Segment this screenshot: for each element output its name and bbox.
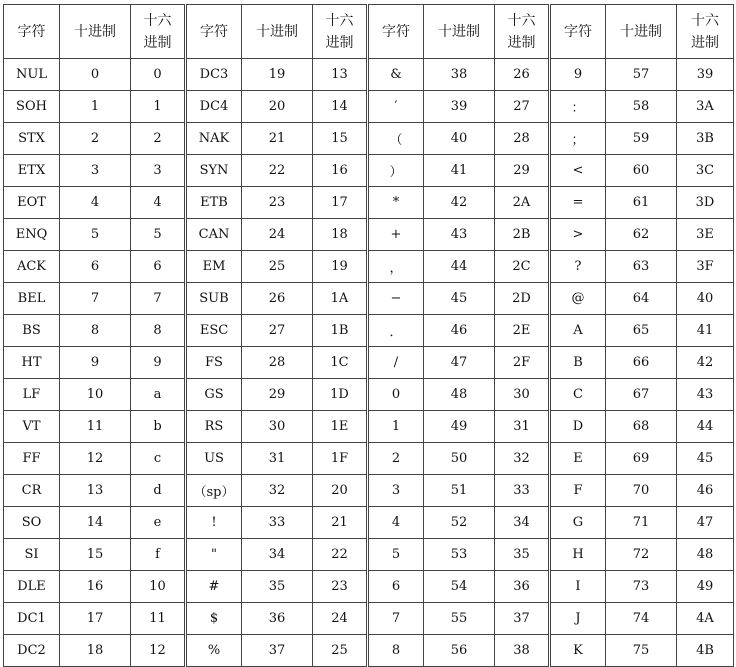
cell-char: DC4: [186, 91, 242, 123]
cell-hex: 31: [495, 411, 550, 443]
cell-char: CR: [4, 475, 60, 507]
cell-char: A: [550, 315, 606, 347]
cell-dec: 63: [606, 251, 677, 283]
cell-hex: 7: [131, 283, 186, 315]
cell-hex: 29: [495, 155, 550, 187]
cell-hex: a: [131, 379, 186, 411]
cell-dec: 16: [60, 571, 131, 603]
cell-hex: e: [131, 507, 186, 539]
cell-char: /: [368, 347, 424, 379]
cell-dec: 26: [242, 283, 313, 315]
cell-hex: b: [131, 411, 186, 443]
header-hex-line2: 进制: [691, 34, 719, 51]
cell-hex: 3: [131, 155, 186, 187]
cell-hex: 19: [313, 251, 368, 283]
cell-char: SI: [4, 539, 60, 571]
cell-char: FF: [4, 443, 60, 475]
cell-char: EOT: [4, 187, 60, 219]
cell-hex: 2E: [495, 315, 550, 347]
header-hex-3: [677, 5, 734, 59]
table-row: [4, 539, 734, 571]
cell-char: （sp）: [186, 475, 242, 507]
table-row: [4, 187, 734, 219]
cell-char: ESC: [186, 315, 242, 347]
cell-char: 4: [368, 507, 424, 539]
cell-char: HT: [4, 347, 60, 379]
cell-dec: 47: [424, 347, 495, 379]
cell-dec: 8: [60, 315, 131, 347]
cell-char: @: [550, 283, 606, 315]
cell-char: H: [550, 539, 606, 571]
cell-hex: 25: [313, 635, 368, 667]
cell-dec: 12: [60, 443, 131, 475]
cell-hex: 26: [495, 59, 550, 91]
cell-char: DC1: [4, 603, 60, 635]
table-row: [4, 475, 734, 507]
cell-hex: 14: [313, 91, 368, 123]
cell-hex: 4: [131, 187, 186, 219]
cell-hex: 1F: [313, 443, 368, 475]
header-hex-line2: 进制: [507, 34, 536, 51]
cell-char: US: [186, 443, 242, 475]
cell-dec: 36: [242, 603, 313, 635]
cell-dec: 69: [606, 443, 677, 475]
cell-char: >: [550, 219, 606, 251]
cell-dec: 31: [242, 443, 313, 475]
cell-char: STX: [4, 123, 60, 155]
cell-hex: 4B: [677, 635, 734, 667]
header-dec-3: 十进制: [606, 5, 677, 59]
cell-dec: 27: [242, 315, 313, 347]
cell-dec: 51: [424, 475, 495, 507]
table-row: [4, 571, 734, 603]
cell-hex: 1: [131, 91, 186, 123]
header-dec-0: 十进制: [60, 5, 131, 59]
cell-dec: 1: [60, 91, 131, 123]
cell-dec: 46: [424, 315, 495, 347]
cell-char: DC2: [4, 635, 60, 667]
cell-dec: 49: [424, 411, 495, 443]
cell-dec: 57: [606, 59, 677, 91]
cell-dec: 39: [424, 91, 495, 123]
cell-dec: 34: [242, 539, 313, 571]
cell-hex: 9: [131, 347, 186, 379]
cell-dec: 29: [242, 379, 313, 411]
cell-dec: 9: [60, 347, 131, 379]
cell-hex: 15: [313, 123, 368, 155]
cell-dec: 33: [242, 507, 313, 539]
header-hex-0: [131, 5, 186, 59]
header-char-3: 字符: [550, 5, 606, 59]
cell-dec: 68: [606, 411, 677, 443]
cell-dec: 15: [60, 539, 131, 571]
table-row: [4, 91, 734, 123]
cell-char: CAN: [186, 219, 242, 251]
cell-char: I: [550, 571, 606, 603]
cell-hex: 16: [313, 155, 368, 187]
cell-char: ．: [368, 315, 424, 347]
cell-dec: 75: [606, 635, 677, 667]
cell-char: E: [550, 443, 606, 475]
cell-dec: 24: [242, 219, 313, 251]
cell-char: 6: [368, 571, 424, 603]
table-row: [4, 347, 734, 379]
cell-dec: 45: [424, 283, 495, 315]
cell-dec: 72: [606, 539, 677, 571]
cell-dec: 5: [60, 219, 131, 251]
cell-dec: 37: [242, 635, 313, 667]
cell-char: SUB: [186, 283, 242, 315]
cell-hex: 23: [313, 571, 368, 603]
cell-dec: 23: [242, 187, 313, 219]
cell-hex: 5: [131, 219, 186, 251]
cell-char: <: [550, 155, 606, 187]
table-row: [4, 603, 734, 635]
cell-hex: 2F: [495, 347, 550, 379]
cell-char: NAK: [186, 123, 242, 155]
table-row: [4, 411, 734, 443]
cell-hex: 1A: [313, 283, 368, 315]
cell-dec: 25: [242, 251, 313, 283]
cell-char: C: [550, 379, 606, 411]
cell-char: 5: [368, 539, 424, 571]
cell-hex: d: [131, 475, 186, 507]
table-body: [4, 59, 734, 667]
cell-dec: 2: [60, 123, 131, 155]
cell-char: （: [368, 123, 424, 155]
cell-hex: 2A: [495, 187, 550, 219]
cell-dec: 40: [424, 123, 495, 155]
cell-char: 8: [368, 635, 424, 667]
cell-hex: 3B: [677, 123, 734, 155]
cell-dec: 22: [242, 155, 313, 187]
table-row: [4, 59, 734, 91]
cell-dec: 73: [606, 571, 677, 603]
cell-dec: 38: [424, 59, 495, 91]
cell-hex: 46: [677, 475, 734, 507]
cell-dec: 0: [60, 59, 131, 91]
header-hex-line2: 进制: [325, 34, 354, 51]
header-hex-line1: 十六: [143, 12, 172, 29]
cell-dec: 74: [606, 603, 677, 635]
cell-hex: 40: [677, 283, 734, 315]
cell-char: EM: [186, 251, 242, 283]
cell-char: ?: [550, 251, 606, 283]
cell-dec: 50: [424, 443, 495, 475]
cell-char: #: [186, 571, 242, 603]
cell-char: SOH: [4, 91, 60, 123]
cell-hex: 27: [495, 91, 550, 123]
cell-dec: 17: [60, 603, 131, 635]
header-row: [4, 5, 734, 59]
header-hex-line1: 十六: [691, 12, 719, 29]
cell-hex: 1E: [313, 411, 368, 443]
cell-char: ETB: [186, 187, 242, 219]
ascii-table: [3, 4, 734, 667]
cell-hex: 34: [495, 507, 550, 539]
cell-char: NUL: [4, 59, 60, 91]
cell-dec: 53: [424, 539, 495, 571]
cell-char: BS: [4, 315, 60, 347]
cell-dec: 71: [606, 507, 677, 539]
cell-hex: 1C: [313, 347, 368, 379]
cell-char: &: [368, 59, 424, 91]
cell-hex: 3D: [677, 187, 734, 219]
cell-dec: 3: [60, 155, 131, 187]
cell-hex: 47: [677, 507, 734, 539]
header-hex-line1: 十六: [507, 12, 536, 29]
cell-hex: 8: [131, 315, 186, 347]
cell-char: FS: [186, 347, 242, 379]
cell-hex: 39: [677, 59, 734, 91]
cell-hex: 2B: [495, 219, 550, 251]
cell-hex: 48: [677, 539, 734, 571]
cell-dec: 48: [424, 379, 495, 411]
cell-hex: c: [131, 443, 186, 475]
cell-char: $: [186, 603, 242, 635]
cell-char: +: [368, 219, 424, 251]
cell-hex: 44: [677, 411, 734, 443]
cell-dec: 41: [424, 155, 495, 187]
cell-hex: 17: [313, 187, 368, 219]
cell-dec: 30: [242, 411, 313, 443]
cell-char: ETX: [4, 155, 60, 187]
cell-hex: 42: [677, 347, 734, 379]
cell-hex: 32: [495, 443, 550, 475]
header-hex-line1: 十六: [325, 12, 354, 29]
cell-hex: 1D: [313, 379, 368, 411]
cell-char: =: [550, 187, 606, 219]
cell-char: J: [550, 603, 606, 635]
header-hex-1: [313, 5, 368, 59]
cell-dec: 14: [60, 507, 131, 539]
cell-hex: 38: [495, 635, 550, 667]
cell-dec: 64: [606, 283, 677, 315]
cell-hex: 33: [495, 475, 550, 507]
cell-dec: 56: [424, 635, 495, 667]
cell-dec: 58: [606, 91, 677, 123]
cell-hex: 36: [495, 571, 550, 603]
cell-char: 9: [550, 59, 606, 91]
cell-dec: 21: [242, 123, 313, 155]
cell-hex: 21: [313, 507, 368, 539]
table-row: [4, 379, 734, 411]
cell-dec: 4: [60, 187, 131, 219]
cell-char: GS: [186, 379, 242, 411]
cell-dec: 43: [424, 219, 495, 251]
cell-dec: 60: [606, 155, 677, 187]
cell-char: D: [550, 411, 606, 443]
cell-char: K: [550, 635, 606, 667]
cell-char: ；: [550, 123, 606, 155]
cell-char: 3: [368, 475, 424, 507]
cell-hex: 20: [313, 475, 368, 507]
cell-dec: 10: [60, 379, 131, 411]
cell-hex: 12: [131, 635, 186, 667]
table-row: [4, 155, 734, 187]
cell-char: LF: [4, 379, 60, 411]
cell-dec: 7: [60, 283, 131, 315]
cell-char: *: [368, 187, 424, 219]
cell-hex: 3A: [677, 91, 734, 123]
table-row: [4, 507, 734, 539]
cell-char: 2: [368, 443, 424, 475]
cell-char: −: [368, 283, 424, 315]
cell-dec: 35: [242, 571, 313, 603]
cell-hex: f: [131, 539, 186, 571]
cell-hex: 22: [313, 539, 368, 571]
cell-char: 0: [368, 379, 424, 411]
cell-char: G: [550, 507, 606, 539]
cell-hex: 1B: [313, 315, 368, 347]
header-dec-1: 十进制: [242, 5, 313, 59]
header-dec-2: 十进制: [424, 5, 495, 59]
cell-hex: 2C: [495, 251, 550, 283]
cell-dec: 52: [424, 507, 495, 539]
cell-hex: 45: [677, 443, 734, 475]
cell-dec: 19: [242, 59, 313, 91]
cell-dec: 62: [606, 219, 677, 251]
cell-dec: 32: [242, 475, 313, 507]
cell-dec: 61: [606, 187, 677, 219]
cell-hex: 37: [495, 603, 550, 635]
table-row: [4, 251, 734, 283]
cell-hex: 4A: [677, 603, 734, 635]
cell-char: RS: [186, 411, 242, 443]
table-row: [4, 443, 734, 475]
cell-char: B: [550, 347, 606, 379]
cell-hex: 28: [495, 123, 550, 155]
header-char-0: 字符: [4, 5, 60, 59]
cell-hex: 10: [131, 571, 186, 603]
cell-char: ENQ: [4, 219, 60, 251]
cell-char: ": [186, 539, 242, 571]
cell-char: DLE: [4, 571, 60, 603]
cell-hex: 3F: [677, 251, 734, 283]
cell-dec: 54: [424, 571, 495, 603]
cell-char: VT: [4, 411, 60, 443]
table-header: [4, 5, 734, 59]
cell-dec: 67: [606, 379, 677, 411]
cell-hex: 13: [313, 59, 368, 91]
table-row: [4, 123, 734, 155]
table-row: [4, 315, 734, 347]
cell-hex: 2D: [495, 283, 550, 315]
cell-dec: 11: [60, 411, 131, 443]
cell-dec: 59: [606, 123, 677, 155]
header-char-2: 字符: [368, 5, 424, 59]
header-hex-2: [495, 5, 550, 59]
cell-hex: 43: [677, 379, 734, 411]
cell-hex: 2: [131, 123, 186, 155]
cell-dec: 65: [606, 315, 677, 347]
cell-char: DC3: [186, 59, 242, 91]
cell-hex: 0: [131, 59, 186, 91]
cell-hex: 49: [677, 571, 734, 603]
cell-dec: 20: [242, 91, 313, 123]
table-row: [4, 635, 734, 667]
cell-hex: 3E: [677, 219, 734, 251]
cell-hex: 41: [677, 315, 734, 347]
cell-dec: 55: [424, 603, 495, 635]
cell-hex: 6: [131, 251, 186, 283]
cell-hex: 35: [495, 539, 550, 571]
cell-hex: 3C: [677, 155, 734, 187]
cell-hex: 18: [313, 219, 368, 251]
cell-dec: 66: [606, 347, 677, 379]
cell-char: 1: [368, 411, 424, 443]
cell-char: BEL: [4, 283, 60, 315]
cell-char: ′: [368, 91, 424, 123]
table-row: [4, 219, 734, 251]
cell-dec: 28: [242, 347, 313, 379]
cell-char: 7: [368, 603, 424, 635]
cell-char: SYN: [186, 155, 242, 187]
cell-char: %: [186, 635, 242, 667]
cell-hex: 30: [495, 379, 550, 411]
cell-char: F: [550, 475, 606, 507]
header-char-1: 字符: [186, 5, 242, 59]
header-hex-line2: 进制: [143, 34, 172, 51]
cell-dec: 13: [60, 475, 131, 507]
table-row: [4, 283, 734, 315]
cell-dec: 42: [424, 187, 495, 219]
cell-dec: 44: [424, 251, 495, 283]
cell-hex: 24: [313, 603, 368, 635]
cell-char: ACK: [4, 251, 60, 283]
cell-char: ：: [550, 91, 606, 123]
cell-dec: 70: [606, 475, 677, 507]
cell-dec: 18: [60, 635, 131, 667]
cell-hex: 11: [131, 603, 186, 635]
cell-char: !: [186, 507, 242, 539]
cell-char: SO: [4, 507, 60, 539]
cell-char: ，: [368, 251, 424, 283]
cell-dec: 6: [60, 251, 131, 283]
cell-char: ）: [368, 155, 424, 187]
